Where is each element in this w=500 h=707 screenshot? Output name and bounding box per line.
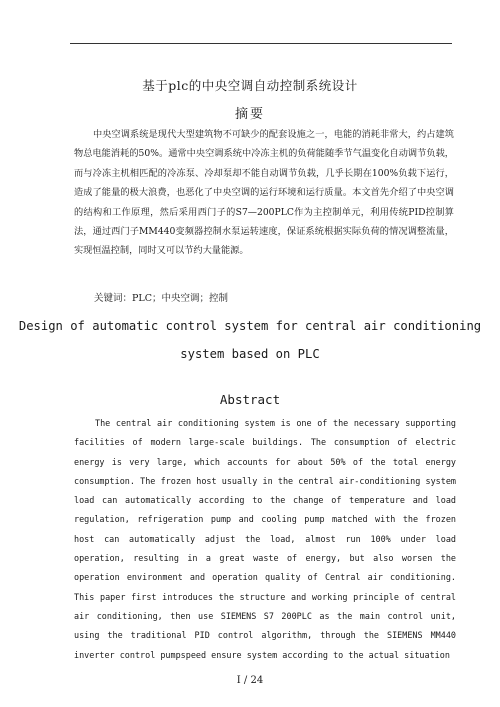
page-number: I / 24 (236, 675, 264, 686)
chinese-abstract-body: 中央空调系统是现代大型建筑物不可缺少的配套设施之一，电能的消耗非常大，约占建筑物总电能消耗的50%。通常中央空调系统中冷冻主机的负荷能随季节气温变化自动调节负载，而与冷冻主机相匹配的冷冻泵、冷却泵却不能自动调节负载，几乎长期在100%负载下运行，造成了能量的极大浪费，也恶化了中央空调的运行环境和运行质量。本文首先介绍了中央空调的结构和工作原理，然后采用西门子的S7—200PLC作为主控制单元，利用传统PID控制算法，通过西门子MM440变频器控制水泵运转速度，保证系统根据实际负荷的情况调整流量，实现恒温控制，同时又可以节约大量能源。 (74, 129, 454, 257)
chinese-keywords: 关键词：PLC；中央空调；控制 (94, 293, 228, 304)
english-abstract-body: The central air conditioning system is one of the necessary supporting facilities of modern large-scale buildings. The consumption of electric energy is very large, which accounts for about 50% of the total energy consumption. The frozen host usually in the central air-conditioning system load can automatically according to the change of temperature and load regulation, refrigeration pump and cooling pump matched with the frozen host can automatically adjust the load, almost run 100% under load operation, resulting in a great waste of energy, but also worsen the operation environment and operation quality of Central air conditioning. This paper first introduces the structure and working principle of central air conditioning, then use SIEMENS S7 200PLC as the main control unit, using the traditional PID control algorithm, through the SIEMENS MM440 inverter control pumpspeed ensure system according to the actual situation (74, 418, 456, 660)
english-abstract-heading: Abstract (219, 392, 281, 407)
chinese-title: 基于plc的中央空调自动控制系统设计 (142, 78, 358, 93)
chinese-abstract-heading: 摘要 (234, 107, 265, 122)
header-rule (70, 43, 452, 44)
english-title: Design of automatic control system for central air conditioning system based on PLC (18, 319, 482, 361)
